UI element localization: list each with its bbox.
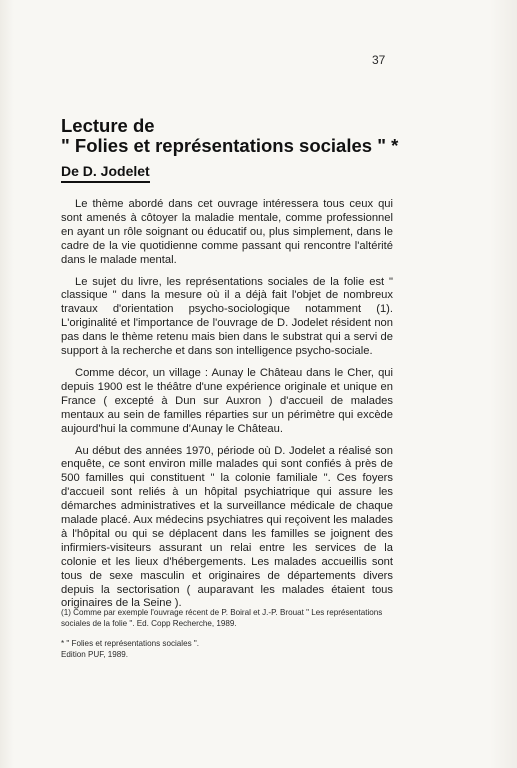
paragraph-2: Le sujet du livre, les représentations sociales de la folie est " classique " dans la mesure où il a déjà fait l'objet de nombreux travaux d'orientation psycho-sociologique notamment (1). L'originalité et l'importance de l'ouvrage de D. Jodelet résident non pas dans le thème retenu mais bien dans le substrat qui a servi de support à la recherche et dans son intelligence psycho-sociale.: [61, 275, 393, 358]
author-heading: De D. Jodelet: [61, 163, 150, 183]
paragraph-3: Comme décor, un village : Aunay le Château dans le Cher, qui depuis 1900 est le théâtre d'une expérience originale et unique en France ( excepté à Dun sur Auxron ) d'accueil de malades mentaux au sein de familles réparties sur un périmètre qui excède aujourd'hui la commune d'Aunay le Château.: [61, 366, 393, 435]
title-line-2: " Folies et représentations sociales " *: [61, 135, 399, 156]
article-title: [61, 116, 461, 156]
footnote-1: (1) Comme par exemple l'ouvrage récent de P. Boiral et J.-P. Brouat " Les représentations sociales de la folie ". Ed. Copp Recherche, 1989.: [61, 608, 383, 628]
paragraph-1: Le thème abordé dans cet ouvrage intéressera tous ceux qui sont amenés à côtoyer la maladie mentale, comme professionnel en ayant un rôle soignant ou éducatif ou, plus simplement, dans le cadre de la vie quotidienne comme passant qui rencontre l'altérité dans le malade mental.: [61, 198, 393, 266]
page-number: 37: [372, 53, 386, 67]
footnote-star: [61, 638, 393, 660]
article-body: [61, 198, 393, 619]
footnote-star-line-2: Edition PUF, 1989.: [61, 650, 129, 659]
paragraph-4: Au début des années 1970, période où D. Jodelet a réalisé son enquête, ce sont environ mille malades qui sont confiés à près de 500 familles qui constituent " la colonie familiale ". Ces foyers d'accueil sont reliés à un hôpital psychiatrique qui assure les démarches administratives et la surveillance médicale de chaque malade placé. Aux médecins psychiatres qui reçoivent les malades à l'hôpital ou qui se déplacent dans les familles se joignent des infirmiers-visiteurs assurant un relai entre les services de la colonie et les lieux d'hébergements. Les malades accueillis sont tous de sexe masculin et originaires de départements divers depuis la sectorisation ( auparavant les malades étaient tous originaires de la Seine ).: [61, 444, 393, 610]
footnote-star-line-1: * " Folies et représentations sociales ".: [61, 639, 200, 648]
footnotes: [61, 607, 393, 669]
title-line-1: Lecture de: [61, 115, 155, 136]
